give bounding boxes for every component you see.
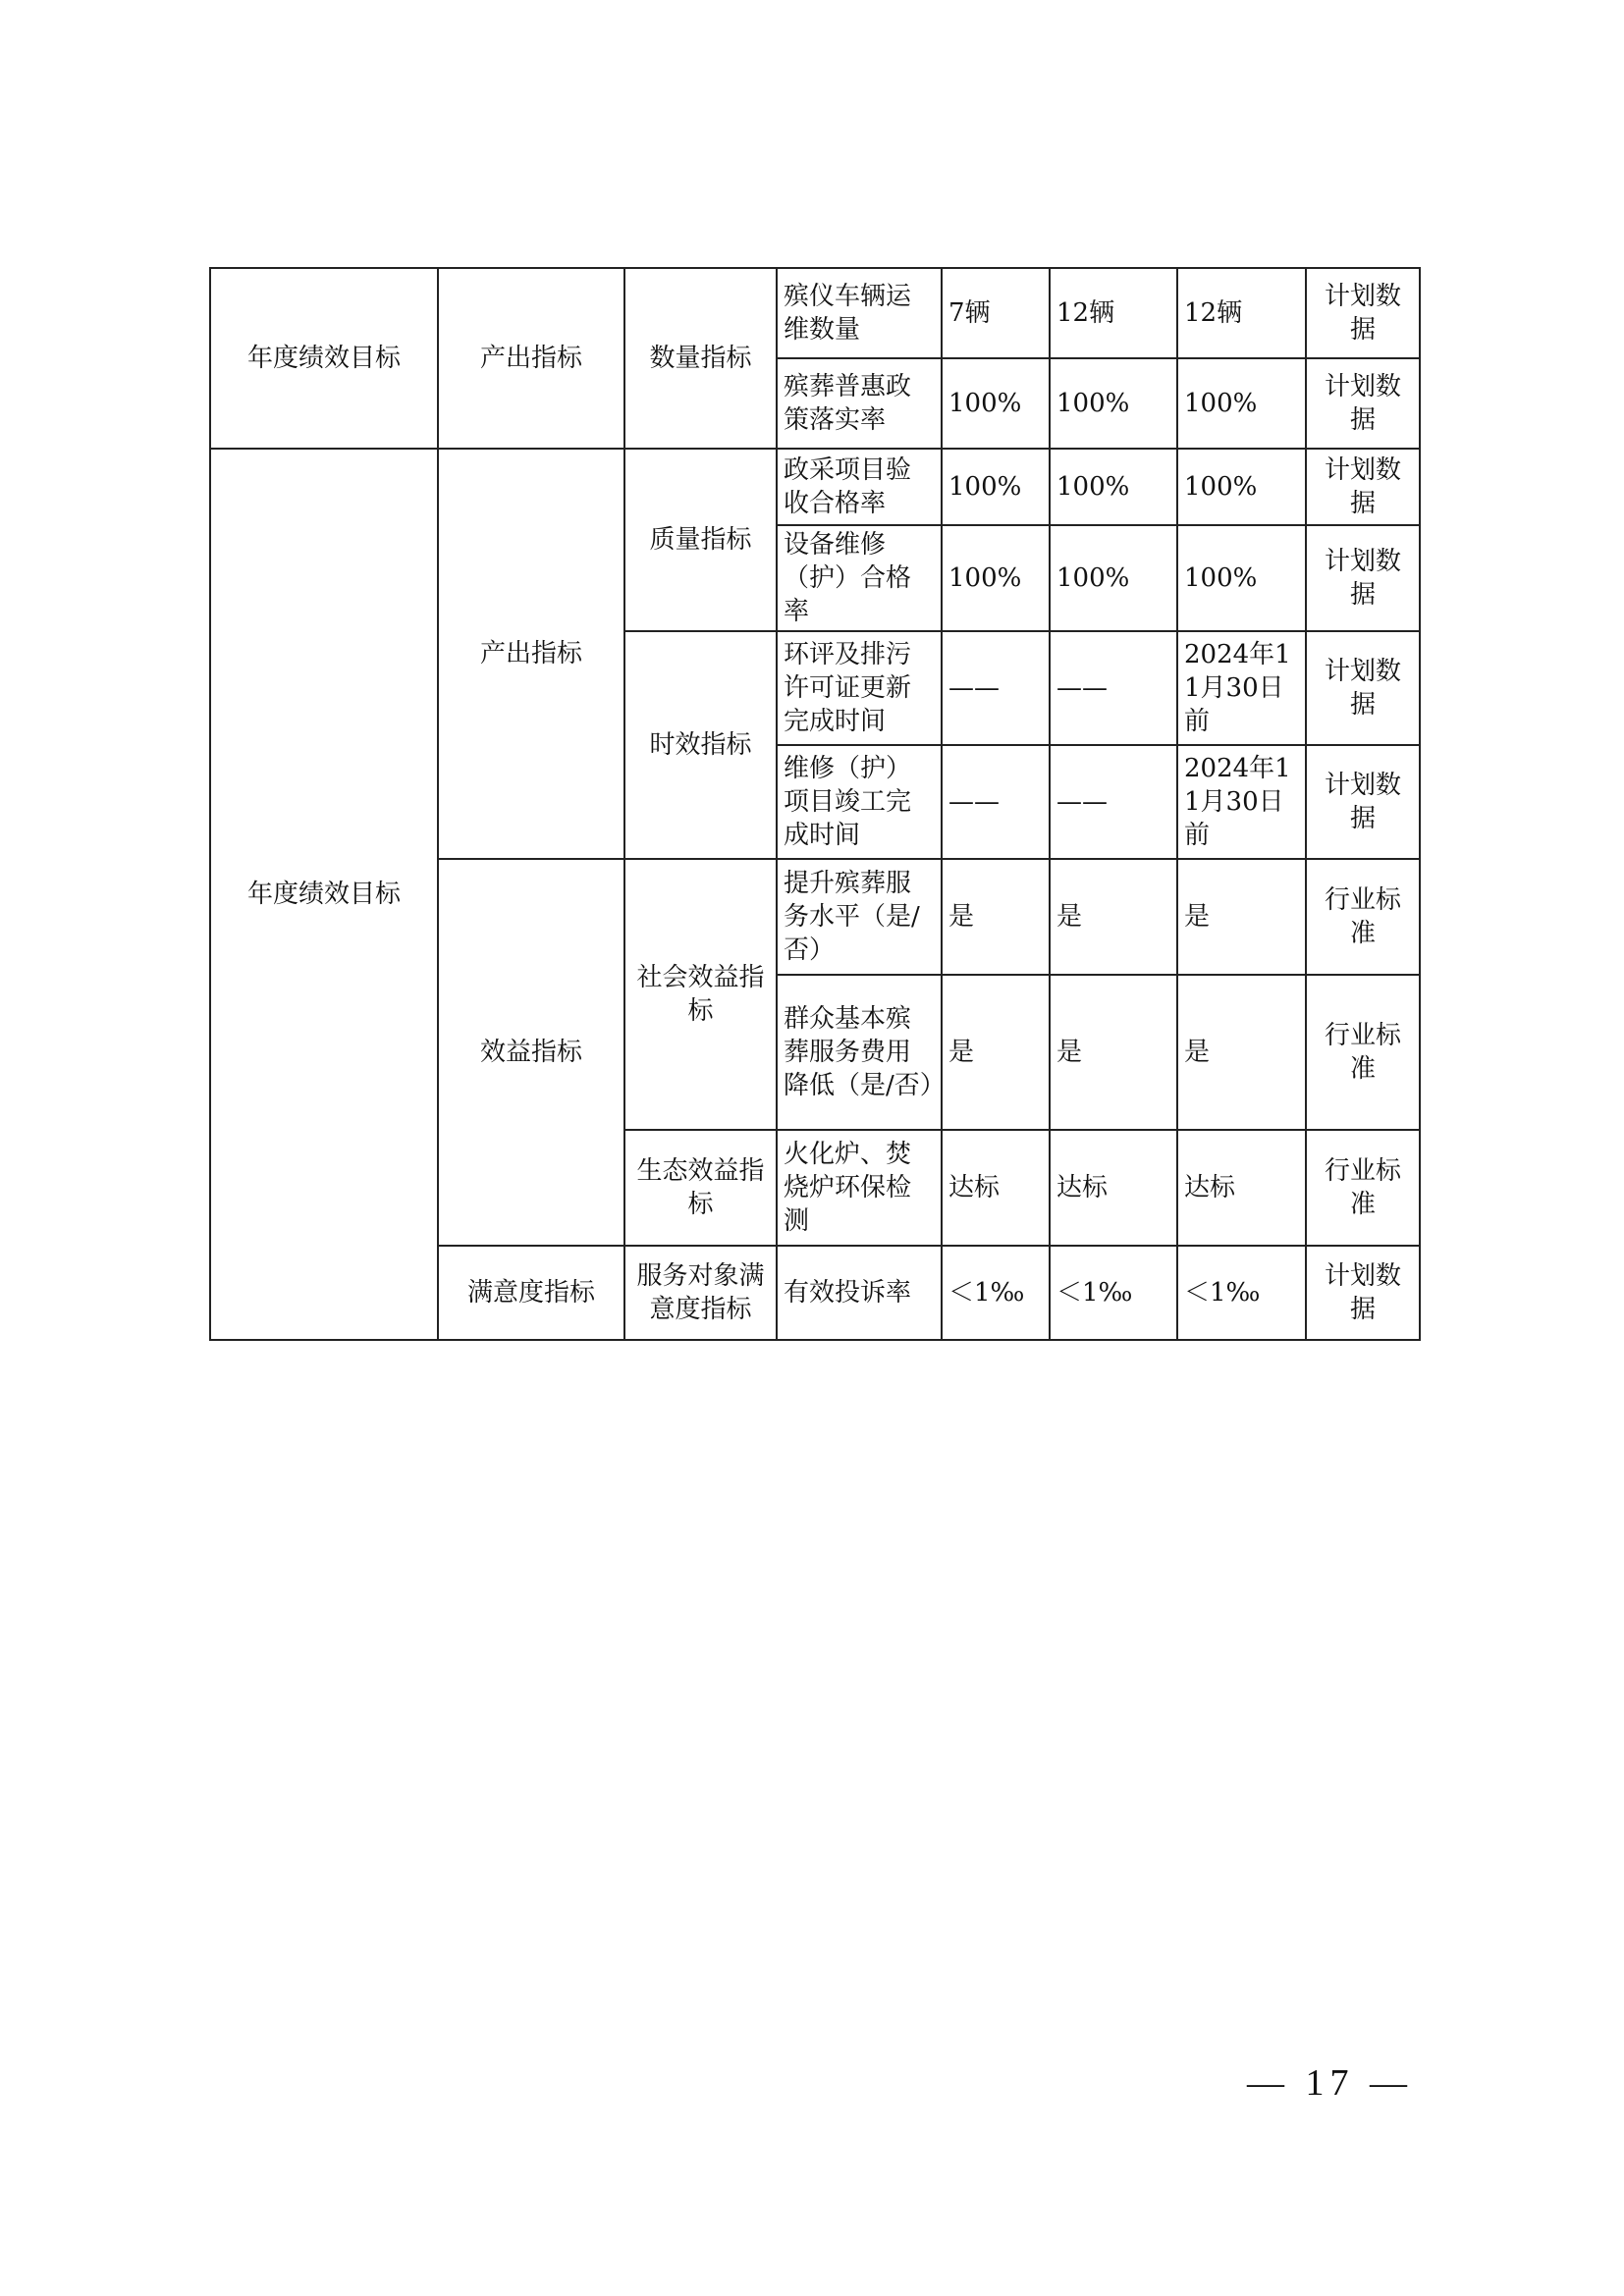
indicator-name-cell: 设备维修（护）合格率 bbox=[777, 525, 942, 631]
value-cell: —— bbox=[942, 745, 1050, 859]
value-cell: —— bbox=[942, 631, 1050, 745]
indicator-name-cell: 殡葬普惠政策落实率 bbox=[777, 358, 942, 449]
value-cell: 100% bbox=[1050, 449, 1177, 525]
value-cell: 100% bbox=[1177, 449, 1306, 525]
value-cell: 7辆 bbox=[942, 268, 1050, 358]
level2-indicator-cell: 数量指标 bbox=[624, 268, 777, 449]
value-cell: 达标 bbox=[1050, 1130, 1177, 1246]
data-source-cell: 计划数据 bbox=[1306, 268, 1420, 358]
page-number: — 17 — bbox=[1247, 2062, 1413, 2104]
data-source-cell: 计划数据 bbox=[1306, 358, 1420, 449]
table-row bbox=[210, 268, 1420, 358]
target-group-cell: 年度绩效目标 bbox=[210, 449, 438, 1340]
value-cell: 是 bbox=[942, 975, 1050, 1130]
value-cell: 100% bbox=[942, 525, 1050, 631]
indicator-name-cell: 有效投诉率 bbox=[777, 1246, 942, 1340]
value-cell: 100% bbox=[942, 449, 1050, 525]
indicator-name-cell: 环评及排污许可证更新完成时间 bbox=[777, 631, 942, 745]
level1-indicator-cell: 满意度指标 bbox=[438, 1246, 624, 1340]
indicator-name-cell: 提升殡葬服务水平（是/否） bbox=[777, 859, 942, 975]
data-source-cell: 行业标准 bbox=[1306, 859, 1420, 975]
level1-indicator-cell: 产出指标 bbox=[438, 268, 624, 449]
data-source-cell: 计划数据 bbox=[1306, 745, 1420, 859]
level1-indicator-cell: 效益指标 bbox=[438, 859, 624, 1246]
table-row bbox=[210, 449, 1420, 525]
value-cell: 2024年11月30日前 bbox=[1177, 745, 1306, 859]
value-cell: 100% bbox=[1177, 358, 1306, 449]
data-source-cell: 行业标准 bbox=[1306, 975, 1420, 1130]
level2-indicator-cell: 服务对象满意度指标 bbox=[624, 1246, 777, 1340]
value-cell: 是 bbox=[1177, 975, 1306, 1130]
value-cell: 100% bbox=[942, 358, 1050, 449]
indicator-name-cell: 群众基本殡葬服务费用降低（是/否） bbox=[777, 975, 942, 1130]
value-cell: 2024年11月30日前 bbox=[1177, 631, 1306, 745]
value-cell: 100% bbox=[1050, 525, 1177, 631]
target-group-cell: 年度绩效目标 bbox=[210, 268, 438, 449]
level2-indicator-cell: 社会效益指标 bbox=[624, 859, 777, 1130]
value-cell: 达标 bbox=[942, 1130, 1050, 1246]
value-cell: ＜1‰ bbox=[942, 1246, 1050, 1340]
value-cell: 是 bbox=[1050, 975, 1177, 1130]
indicator-name-cell: 维修（护）项目竣工完成时间 bbox=[777, 745, 942, 859]
value-cell: ＜1‰ bbox=[1050, 1246, 1177, 1340]
data-source-cell: 计划数据 bbox=[1306, 449, 1420, 525]
level2-indicator-cell: 生态效益指标 bbox=[624, 1130, 777, 1246]
indicator-name-cell: 火化炉、焚烧炉环保检测 bbox=[777, 1130, 942, 1246]
data-source-cell: 计划数据 bbox=[1306, 525, 1420, 631]
value-cell: —— bbox=[1050, 745, 1177, 859]
value-cell: 100% bbox=[1177, 525, 1306, 631]
performance-indicator-table bbox=[209, 267, 1421, 1341]
value-cell: 是 bbox=[942, 859, 1050, 975]
value-cell: 是 bbox=[1050, 859, 1177, 975]
indicator-name-cell: 政采项目验收合格率 bbox=[777, 449, 942, 525]
level2-indicator-cell: 质量指标 bbox=[624, 449, 777, 631]
value-cell: —— bbox=[1050, 631, 1177, 745]
value-cell: 12辆 bbox=[1050, 268, 1177, 358]
value-cell: ＜1‰ bbox=[1177, 1246, 1306, 1340]
value-cell: 是 bbox=[1177, 859, 1306, 975]
data-source-cell: 计划数据 bbox=[1306, 631, 1420, 745]
value-cell: 12辆 bbox=[1177, 268, 1306, 358]
data-source-cell: 计划数据 bbox=[1306, 1246, 1420, 1340]
value-cell: 100% bbox=[1050, 358, 1177, 449]
value-cell: 达标 bbox=[1177, 1130, 1306, 1246]
indicator-name-cell: 殡仪车辆运维数量 bbox=[777, 268, 942, 358]
level2-indicator-cell: 时效指标 bbox=[624, 631, 777, 859]
data-source-cell: 行业标准 bbox=[1306, 1130, 1420, 1246]
level1-indicator-cell: 产出指标 bbox=[438, 449, 624, 859]
